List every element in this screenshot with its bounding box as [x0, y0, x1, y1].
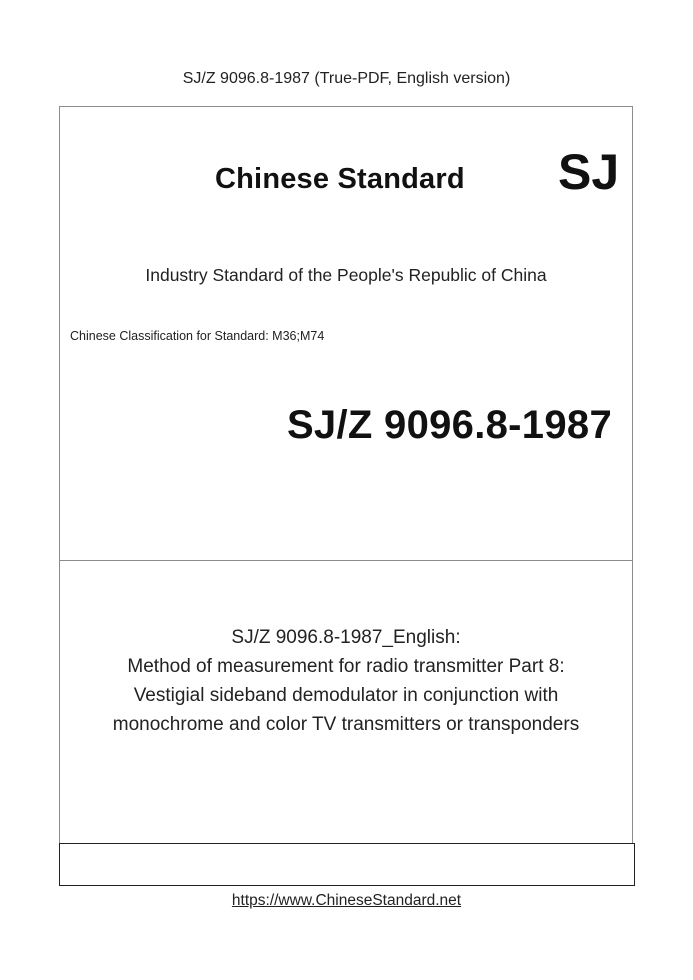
classification-code: Chinese Classification for Standard: M36;M74: [70, 329, 325, 343]
description-line: Vestigial sideband demodulator in conjunction with: [133, 685, 559, 706]
standard-number: SJ/Z 9096.8-1987: [286, 403, 612, 447]
cover-title: Chinese Standard: [215, 163, 465, 195]
description-line: SJ/Z 9096.8-1987_English:: [231, 627, 461, 648]
description-line: Method of measurement for radio transmitter Part 8:: [127, 656, 565, 677]
website-link[interactable]: https://www.ChineseStandard.net: [231, 892, 462, 909]
page-header: SJ/Z 9096.8-1987 (True-PDF, English version): [182, 70, 511, 87]
description-line: monochrome and color TV transmitters or transponders: [112, 714, 580, 735]
industry-statement: Industry Standard of the People's Republic of China: [145, 265, 547, 285]
standard-description: [59, 623, 633, 739]
cover-bottom-frame: [59, 843, 635, 886]
sj-logo: SJ: [558, 144, 620, 200]
